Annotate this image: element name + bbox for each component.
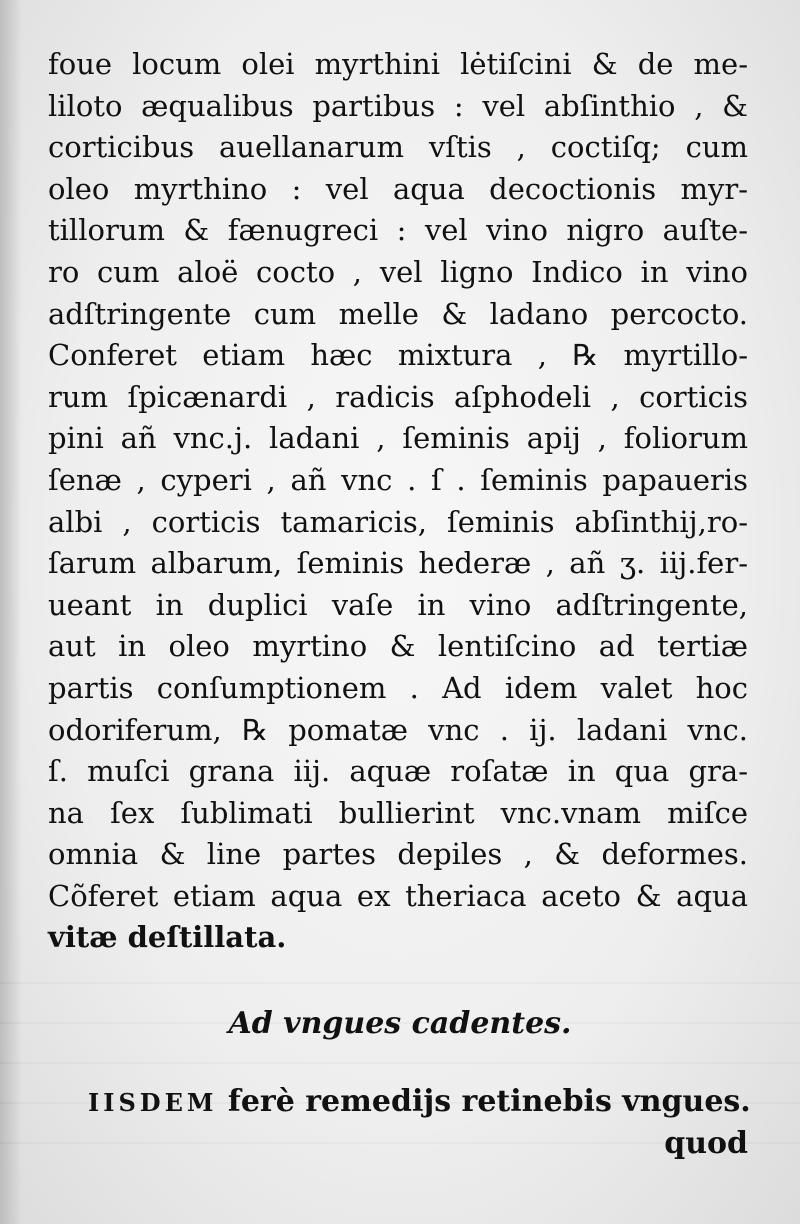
- text-line: rum ſpicænardi , radicis aſphodeli , corticis: [48, 379, 748, 414]
- text-line: tillorum & fænugreci : vel vino nigro auſte-: [48, 213, 748, 248]
- text-line: albi , corticis tamaricis, ſeminis abſinthij,ro-: [48, 504, 748, 539]
- text-line: oleo myrthino : vel aqua decoctionis myr-: [48, 171, 748, 206]
- text-line: aut in oleo myrtino & lentiſcino ad tertiæ: [48, 629, 748, 664]
- text-line: Cõferet etiam aqua ex theriaca aceto & aqua: [48, 878, 748, 913]
- section-heading: Ad vngues cadentes.: [228, 1006, 572, 1041]
- text-line: partis conſumptionem . Ad idem valet hoc: [48, 670, 748, 705]
- text-line: odoriferum, ℞ pomatæ vnc . ij. ladani vnc.: [48, 712, 748, 747]
- text-line: ſ. muſci grana iij. aquæ roſatæ in qua gra-: [48, 754, 748, 789]
- text-line: pini añ vnc.j. ladani , ſeminis apij , foliorum: [48, 421, 748, 456]
- opening-line-text: ferè remedijs retinebis vngues.: [227, 1084, 751, 1119]
- text-line: vitæ deſtillata.: [48, 920, 287, 955]
- text-line: ſenæ , cyperi , añ vnc . ſ . ſeminis papaueris: [48, 462, 748, 497]
- body-text: [48, 44, 748, 959]
- text-line: adſtringente cum melle & ladano percocto.: [48, 296, 748, 331]
- text-line: corticibus auellanarum vſtis , coctiſq; cum: [48, 130, 748, 165]
- text-line: liloto æqualibus partibus : vel abſinthio , &: [48, 88, 748, 123]
- text-line: Conferet etiam hæc mixtura , ℞ myrtillo-: [48, 338, 748, 373]
- text-line: ro cum aloë cocto , vel ligno Indico in vino: [48, 254, 748, 289]
- text-line: ſarum albarum, ſeminis hederæ , añ ʒ. iij.fer-: [48, 546, 748, 581]
- text-line: foue locum olei myrthini lėtiſcini & de me-: [48, 47, 748, 81]
- text-line: omnia & line partes depiles , & deformes.: [48, 837, 748, 872]
- opening-word: IISDEM: [88, 1088, 218, 1117]
- section-opening-line: [88, 1084, 751, 1119]
- text-line: ueant in duplici vaſe in vino adſtringente,: [48, 587, 748, 622]
- text-line: na ſex ſublimati bullierint vnc.vnam miſce: [48, 795, 748, 830]
- catchword: quod: [664, 1126, 748, 1161]
